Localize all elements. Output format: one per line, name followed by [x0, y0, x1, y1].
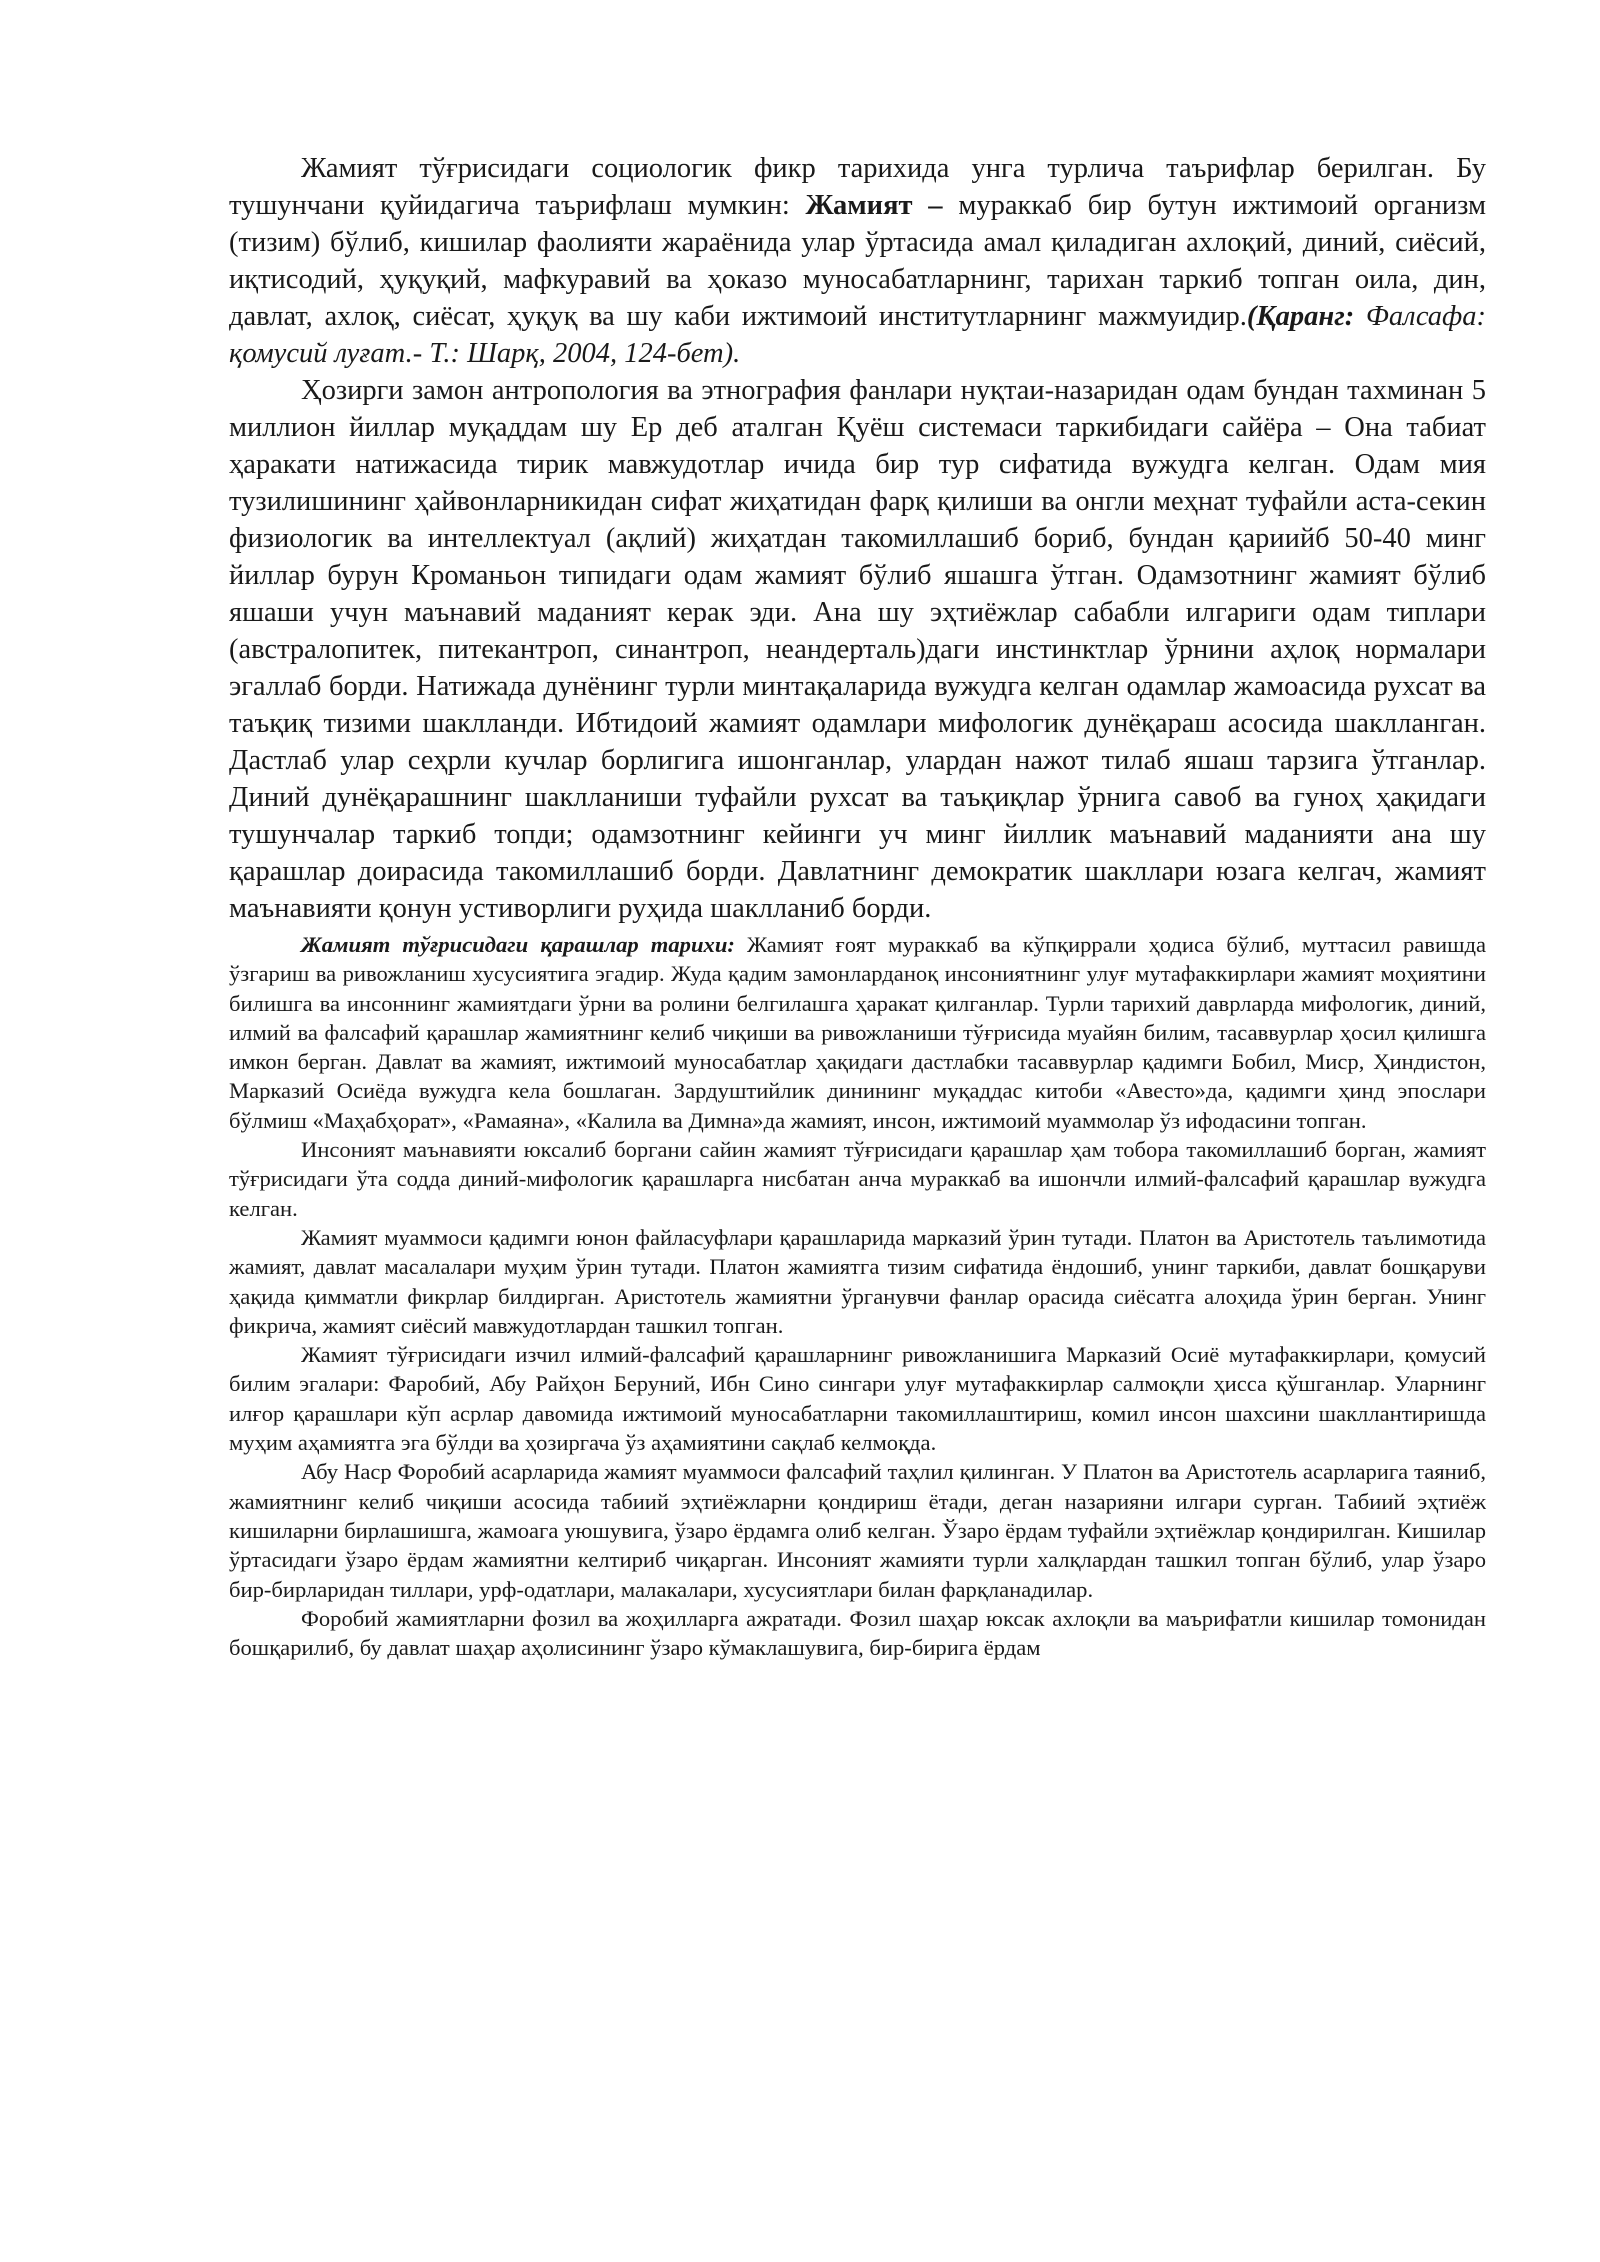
document-page [229, 150, 1486, 1662]
paragraph-farabi-cities: Форобий жамиятларни фозил ва жоҳилларга ажратади. Фозил шаҳар юксак ахлоқли ва маърифатли кишилар томонидан бошқарилиб, бу давлат шаҳар аҳолисининг ўзаро кўмаклашувига, бир-бирига ёрдам [229, 1605, 1486, 1661]
reference-citation: Фалсафа: қомусий луғат.- Т.: Шарқ, 2004, 124-бет). [229, 301, 1486, 369]
paragraph-anthropology: Ҳозирги замон антропология ва этнография фанлари нуқтаи-назаридан одам бундан тахминан 5 миллион йиллар муқаддам шу Ер деб аталган Қуёш системаси таркибидаги сайёра – Она табиат ҳаракати натижасида тирик мавжудотлар ичида бир тур сифатида вужудга келган. Одам мия тузилишининг ҳайвонларникидан сифат жиҳатидан фарқ қилиши ва онгли меҳнат туфайли аста-секин физиологик ва интеллектуал (ақлий) жиҳатдан такомиллашиб бориб, бундан қариийб 50-40 минг йиллар бурун Кроманьон типидаги одам жамият бўлиб яшашга ўтган. Одамзотнинг жамият бўлиб яшаши учун маънавий маданият керак эди. Ана шу эҳтиёжлар сабабли илгариги одам типлари (австралопитек, питекантроп, синантроп, неандерталь)даги инстинктлар ўрнини аҳлоқ нормалари эгаллаб борди. Натижада дунёнинг турли минтақаларида вужудга келган одамлар жамоасида рухсат ва таъқиқ тизими шаклланди. Ибтидоий жамият одамлари мифологик дунёқараш асосида шаклланган. Дастлаб улар сеҳрли кучлар борлигига ишонганлар, улардан нажот тилаб яшаш тарзига ўтганлар. Диний дунёқарашнинг шаклланиши туфайли рухсат ва таъқиқлар ўрнига савоб ва гуноҳ ҳақидаги тушунчалар таркиб топди; одамзотнинг кейинги уч минг йиллик маънавий маданияти ана шу қарашлар доирасида такомиллашиб борди. Давлатнинг демократик шакллари юзага келгач, жамият маънавияти қонун устиворлиги руҳида шаклланиб борди. [229, 375, 1486, 924]
paragraph-history-intro [229, 930, 1486, 1135]
reference-label: (Қаранг: [1246, 301, 1355, 332]
paragraph-farabi: Абу Наср Форобий асарларида жамият муаммоси фалсафий таҳлил қилинган. У Платон ва Аристотель асарларига таяниб, жамиятнинг келиб чиқиши асосида табиий эҳтиёжларни қондириш ётади, деган назарияни илгари сурган. Табиий эҳтиёж кишиларни бирлашишга, жамоага уюшувига, ўзаро ёрдамга олиб келган. Ўзаро ёрдам туфайли эҳтиёжлар қондирилган. Кишилар ўртасидаги ўзаро ёрдам жамиятни келтириб чиқарган. Инсоният жамияти турли халқлардан ташкил топган бўлиб, улар ўзаро бир-бирларидан тиллари, урф-одатлари, малакалари, хусусиятлари билан фарқланадилар. [229, 1459, 1486, 1602]
paragraph-text: Жамият ғоят мураккаб ва кўпқиррали ҳодиса бўлиб, муттасил равишда ўзгариш ва ривожланиш хусусиятига эгадир. Жуда қадим замонларданоқ инсониятнинг улуғ мутафаккирлари жамият моҳиятини билишга ва инсоннинг жамиятдаги ўрни ва ролини белгилашга ҳаракат қилганлар. Турли тарихий даврларда мифологик, диний, илмий ва фалсафий қарашлар жамиятнинг келиб чиқиши ва ривожланиши тўғрисида муайян билим, тасаввурлар ҳосил қилишга имкон берган. Давлат ва жамият, ижтимоий муносабатлар ҳақидаги дастлабки тасаввурлар қадимги Бобил, Миср, Ҳиндистон, Марказий Осиёда вужудга кела бошлаган. Зардуштийлик динининг муқаддас китоби «Авесто»да, қадимги ҳинд эпослари бўлмиш «Маҳабҳорат», «Рамаяна», «Калила ва Димна»да жамият, инсон, ижтимоий муаммолар ўз ифодасини топган. [229, 932, 1486, 1133]
paragraph-text: мураккаб бир бутун ижтимоий организм (тизим) бўлиб, кишилар фаолияти жараёнида улар ўртасида амал қиладиган ахлоқий, диний, сиёсий, иқтисодий, ҳуқуқий, мафкуравий ва ҳоказо муносабатларнинг, тарихан таркиб топган оила, дин, давлат, ахлоқ, сиёсат, ҳуқуқ ва шу каби ижтимоий институтларнинг мажмуидир. [229, 190, 1486, 332]
paragraph-spirituality: Инсоният маънавияти юксалиб боргани сайин жамият тўғрисидаги қарашлар ҳам тобора такомиллашиб борган, жамият тўғрисидаги ўта содда диний-мифологик қарашларга нисбатан анча мураккаб ва ишончли илмий-фалсафий қарашлар вужудга келган. [229, 1137, 1486, 1221]
section-heading: Жамият тўғрисидаги қарашлар тарихи: [301, 932, 735, 957]
section-general [229, 150, 1486, 927]
paragraph-text: Жамият тўғрисидаги социологик фикр тарихида унга турлича таърифлар берилган. Бу тушунчани қуйидагича таърифлаш мумкин: [229, 153, 1486, 221]
section-history [229, 930, 1486, 1662]
paragraph-society-definition [229, 150, 1486, 372]
term-bold: Жамият – [805, 190, 943, 221]
paragraph-greek-philosophers: Жамият муаммоси қадимги юнон файласуфлари қарашларида марказий ўрин тутади. Платон ва Аристотель таълимотида жамият, давлат масалалари муҳим ўрин тутади. Платон жамиятга тизим сифатида ёндошиб, унинг таркиби, давлат бошқаруви ҳақида қимматли фикрлар билдирган. Аристотель жамиятни ўрганувчи фанлар орасида сиёсатга алоҳида ўрин берган. Унинг фикрича, жамият сиёсий мавжудотлардан ташкил топган. [229, 1224, 1486, 1338]
paragraph-central-asian-thinkers: Жамият тўғрисидаги изчил илмий-фалсафий қарашларнинг ривожланишига Марказий Осиё мутафаккирлари, қомусий билим эгалари: Фаробий, Абу Райҳон Беруний, Ибн Сино сингари улуғ мутафаккирлар салмоқли ҳисса қўшганлар. Уларнинг илғор қарашлари кўп асрлар давомида ижтимоий муносабатларни такомиллаштириш, комил инсон шахсини шакллантиришда муҳим аҳамиятга эга бўлди ва ҳозиргача ўз аҳамиятини сақлаб келмоқда. [229, 1342, 1486, 1456]
